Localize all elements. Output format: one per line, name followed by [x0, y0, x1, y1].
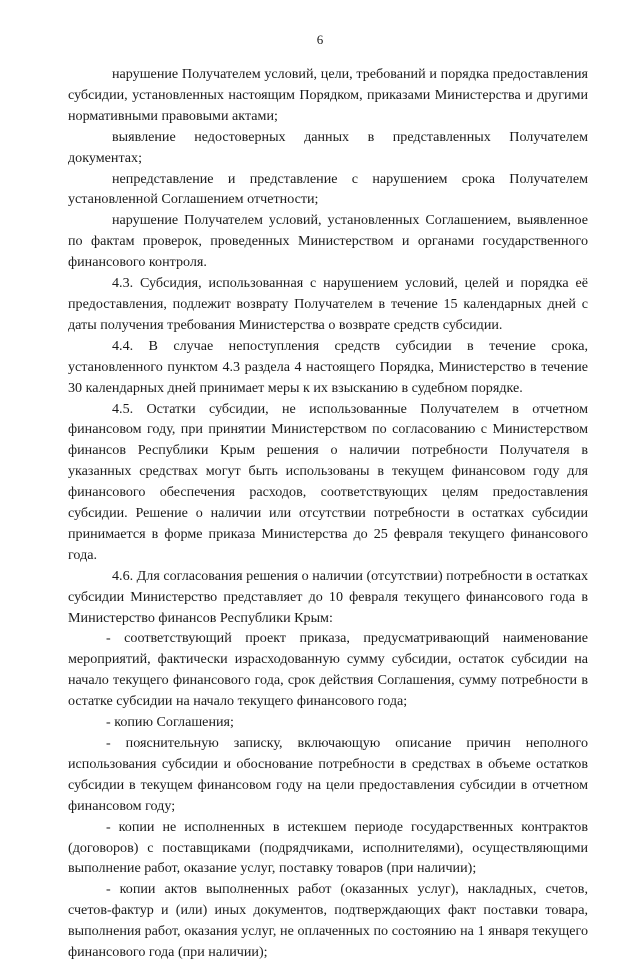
- paragraph-violation-conditions: нарушение Получателем условий, цели, требований и порядка предоставления субсидии, установленных настоящим Порядком, приказами Министерства и другими нормативными правовыми актами;: [68, 66, 588, 124]
- paragraph-inspection-violation: нарушение Получателем условий, установленных Соглашением, выявленное по фактам проверок, проведенных Министерством и органами государственного финансового контроля.: [68, 212, 588, 271]
- page-number: 6: [316, 32, 324, 47]
- paragraph-4-4: 4.4. В случае непоступления средств субсидии в течение срока, установленного пунктом 4.3 раздела 4 настоящего Порядка, Министерство в течение 30 календарных дней принимает меры к их взысканию в судебном порядке.: [68, 337, 588, 396]
- paragraph-4-6: 4.6. Для согласования решения о наличии (отсутствии) потребности в остатках субсидии Министерство представляет до 10 февраля текущего финансового года в Министерство финансов Республики Крым:: [68, 567, 588, 626]
- list-item-act-copies: - копии актов выполненных работ (оказанных услуг), накладных, счетов, счетов-фактур и (или) иных документов, подтверждающих факт поставки товара, выполнения работ, оказания услуг, не оплаченных по состоянию на 1 января текущего финансового года (при наличии);: [68, 881, 588, 961]
- list-item-draft-order: - соответствующий проект приказа, предусматривающий наименование мероприятий, фактически израсходованную сумму субсидии, остаток субсидии на начало текущего финансового года, срок действия Соглашения, сумму потребности в остатке субсидии на начало текущего финансового года;: [68, 630, 588, 710]
- document-body: [68, 64, 588, 963]
- paragraph-reporting-failure: непредставление и представление с нарушением срока Получателем установленной Соглашением отчетности;: [68, 170, 588, 208]
- paragraph-4-5: 4.5. Остатки субсидии, не использованные Получателем в отчетном финансовом году, при принятии Министерством по согласованию с Министерством финансов Республики Крым решения о наличии потребности Получателя в указанных средствах могут быть использованы в текущем финансовом году для финансового обеспечения расходов, соответствующих целям предоставления субсидии. Решение о наличии или отсутствии потребности в остатках субсидии принимается в форме приказа Министерства до 25 февраля текущего финансового года.: [68, 400, 588, 563]
- list-item-contract-copies: - копии не исполненных в истекшем периоде государственных контрактов (договоров) с поставщиками (подрядчиками, исполнителями), осуществляющими выполнение работ, оказание услуг, поставку товаров (при наличии);: [68, 818, 588, 877]
- list-item-explanatory-note: - пояснительную записку, включающую описание причин неполного использования субсидии и обоснование потребности в средствах в объеме остатков субсидии в текущем финансовом году на цели предоставления субсидии в отчетном финансовом году;: [68, 735, 588, 814]
- list-item-agreement-copy: - копию Соглашения;: [106, 714, 234, 731]
- paragraph-4-3: 4.3. Субсидия, использованная с нарушением условий, целей и порядка её предоставления, подлежит возврату Получателем в течение 15 календарных дней с даты получения требования Министерства о возврате средств субсидии.: [68, 275, 588, 333]
- paragraph-unreliable-data: выявление недостоверных данных в представленных Получателем документах;: [68, 128, 588, 166]
